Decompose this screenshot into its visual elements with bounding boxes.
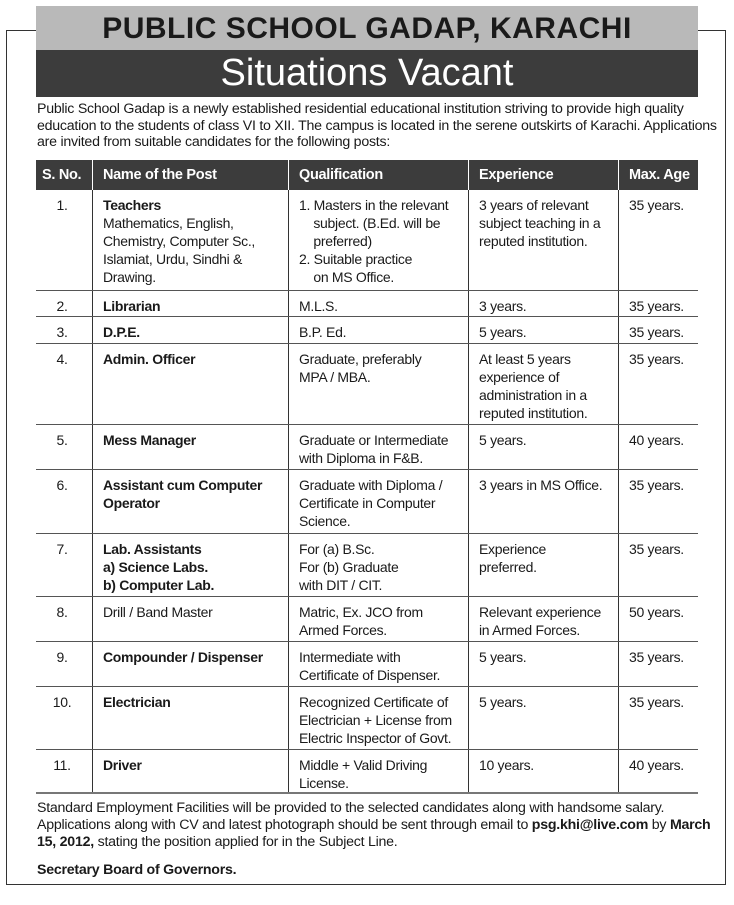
post-cell-text: Driver xyxy=(103,756,142,773)
age-cell-text: 35 years. xyxy=(629,540,684,557)
footer-paragraph xyxy=(37,800,717,851)
experience-cell xyxy=(469,641,619,686)
post-cell xyxy=(93,424,289,469)
qualification-cell-text: Recognized Certificate of Electrician + License from Electric Inspector of Govt. xyxy=(299,693,452,746)
post-cell xyxy=(93,533,289,596)
age-cell-text: 35 years. xyxy=(629,693,684,710)
table-row xyxy=(36,469,698,533)
experience-cell-text: Experience preferred. xyxy=(479,540,547,575)
footer-text: by xyxy=(648,817,670,833)
post-cell-text: Lab. Assistants a) Science Labs. b) Computer Lab. xyxy=(103,540,215,593)
sno-cell-text: 5. xyxy=(56,431,68,448)
experience-cell xyxy=(469,596,619,641)
post-cell xyxy=(93,190,289,290)
qualification-cell xyxy=(289,424,469,469)
qualification-cell xyxy=(289,316,469,343)
qualification-cell xyxy=(289,343,469,424)
sno-cell xyxy=(36,749,93,793)
experience-cell-text: Relevant experience in Armed Forces. xyxy=(479,603,601,638)
age-cell xyxy=(619,749,699,793)
experience-cell xyxy=(469,316,619,343)
sno-cell-text: 9. xyxy=(56,648,68,665)
post-cell xyxy=(93,343,289,424)
qualification-cell-text: Middle + Valid Driving License. xyxy=(299,756,428,791)
qualification-cell-text: B.P. Ed. xyxy=(299,323,347,340)
table-row xyxy=(36,533,698,596)
vacancies-table xyxy=(36,160,698,794)
post-cell-text: Mess Manager xyxy=(103,431,196,448)
footer-text: stating the position applied for in the Subject Line. xyxy=(93,834,398,850)
experience-cell xyxy=(469,290,619,316)
qualification-cell xyxy=(289,641,469,686)
experience-cell-text: 3 years in MS Office. xyxy=(479,476,603,493)
table-row xyxy=(36,316,698,343)
school-name: PUBLIC SCHOOL GADAP, KARACHI xyxy=(36,6,698,50)
qualification-cell-text: For (a) B.Sc. For (b) Graduate with DIT / CIT. xyxy=(299,540,399,593)
sno-cell-text: 1. xyxy=(56,197,68,213)
qualification-cell xyxy=(289,533,469,596)
sno-cell xyxy=(36,641,93,686)
age-cell-text: 35 years. xyxy=(629,297,684,314)
post-cell-text: Teachers xyxy=(103,197,162,213)
post-detail: Mathematics, English, Chemistry, Computer Sc., Islamiat, Urdu, Sindhi & Drawing. xyxy=(103,215,256,285)
experience-cell xyxy=(469,469,619,533)
col-post: Name of the Post xyxy=(93,160,289,190)
sno-cell-text: 6. xyxy=(56,476,68,493)
sno-cell-text: 8. xyxy=(56,603,68,620)
table-row xyxy=(36,749,698,793)
table-row xyxy=(36,343,698,424)
post-cell-text: D.P.E. xyxy=(103,323,140,340)
footer-text: Standard Employment Facilities will be provided to the selected candidates along with handsome salary. Applications along with CV and latest photograph should be sent through email to xyxy=(37,800,665,833)
sno-cell xyxy=(36,343,93,424)
experience-cell xyxy=(469,424,619,469)
age-cell xyxy=(619,343,699,424)
experience-cell-text: 10 years. xyxy=(479,756,534,773)
qualification-cell xyxy=(289,596,469,641)
intro-paragraph: Public School Gadap is a newly established residential educational institution striving to provide high quality education to the students of class VI to XII. The campus is located in the serene outskirts of Karachi. Applications are invited from suitable candidates for the following posts: xyxy=(37,101,717,150)
experience-cell xyxy=(469,533,619,596)
col-experience: Experience xyxy=(469,160,619,190)
sno-cell xyxy=(36,686,93,749)
experience-cell-text: 3 years. xyxy=(479,297,527,314)
qualification-cell-text: M.L.S. xyxy=(299,297,338,314)
experience-cell-text: 5 years. xyxy=(479,648,527,665)
experience-cell xyxy=(469,686,619,749)
post-cell-text: Assistant cum Computer Operator xyxy=(103,476,263,511)
qualification-cell xyxy=(289,749,469,793)
table-row xyxy=(36,596,698,641)
age-cell-text: 40 years. xyxy=(629,431,684,448)
post-cell xyxy=(93,596,289,641)
post-cell xyxy=(93,686,289,749)
qualification-cell-text: Matric, Ex. JCO from Armed Forces. xyxy=(299,603,423,638)
qualification-cell-text: Graduate with Diploma / Certificate in Computer Science. xyxy=(299,476,443,529)
age-cell xyxy=(619,596,699,641)
sno-cell xyxy=(36,190,93,290)
qualification-cell xyxy=(289,686,469,749)
sno-cell xyxy=(36,596,93,641)
sno-cell xyxy=(36,424,93,469)
sno-cell xyxy=(36,533,93,596)
col-qualification: Qualification xyxy=(289,160,469,190)
age-cell-text: 35 years. xyxy=(629,476,684,493)
col-sno: S. No. xyxy=(36,160,93,190)
sno-cell-text: 2. xyxy=(56,297,68,314)
age-cell-text: 35 years. xyxy=(629,197,684,213)
qualification-cell-text: Graduate, preferably MPA / MBA. xyxy=(299,350,422,385)
deadline: March 15, 2012, xyxy=(37,817,711,850)
age-cell xyxy=(619,686,699,749)
sno-cell xyxy=(36,316,93,343)
experience-cell-text: 5 years. xyxy=(479,323,527,340)
sno-cell-text: 11. xyxy=(53,756,71,773)
age-cell xyxy=(619,469,699,533)
sno-cell xyxy=(36,290,93,316)
post-cell xyxy=(93,290,289,316)
experience-cell xyxy=(469,749,619,793)
age-cell xyxy=(619,424,699,469)
post-cell-text: Compounder / Dispenser xyxy=(103,648,263,665)
age-cell-text: 35 years. xyxy=(629,350,684,367)
table-row xyxy=(36,424,698,469)
post-cell xyxy=(93,469,289,533)
post-cell-text: Admin. Officer xyxy=(103,350,196,367)
table-row xyxy=(36,641,698,686)
post-cell-text: Librarian xyxy=(103,297,161,314)
age-cell xyxy=(619,641,699,686)
ad-title: Situations Vacant xyxy=(36,50,698,97)
qualification-cell xyxy=(289,190,469,290)
age-cell xyxy=(619,190,699,290)
post-cell xyxy=(93,749,289,793)
age-cell xyxy=(619,316,699,343)
experience-cell xyxy=(469,343,619,424)
age-cell xyxy=(619,290,699,316)
signature: Secretary Board of Governors. xyxy=(37,862,237,878)
table-row xyxy=(36,686,698,749)
sno-cell-text: 7. xyxy=(56,540,68,557)
experience-cell-text: 5 years. xyxy=(479,693,527,710)
age-cell xyxy=(619,533,699,596)
age-cell-text: 35 years. xyxy=(629,648,684,665)
qualification-cell-text: Graduate or Intermediate with Diploma in F&B. xyxy=(299,431,449,466)
qualification-cell xyxy=(289,290,469,316)
post-cell xyxy=(93,641,289,686)
post-cell-text: Electrician xyxy=(103,693,171,710)
qualification-cell-text: 1. Masters in the relevant subject. (B.Ed. will be preferred) 2. Suitable practice on MS Office. xyxy=(299,197,449,285)
post-cell xyxy=(93,316,289,343)
experience-cell-text: 3 years of relevant subject teaching in a reputed institution. xyxy=(479,197,601,249)
table-row xyxy=(36,190,698,290)
sno-cell-text: 3. xyxy=(56,323,68,340)
experience-cell xyxy=(469,190,619,290)
col-age: Max. Age xyxy=(619,160,699,190)
post-cell-text: Drill / Band Master xyxy=(103,603,213,620)
sno-cell-text: 10. xyxy=(52,693,72,710)
sno-cell-text: 4. xyxy=(56,350,68,367)
age-cell-text: 40 years. xyxy=(629,756,684,773)
table-row xyxy=(36,290,698,316)
sno-cell xyxy=(36,469,93,533)
qualification-cell-text: Intermediate with Certificate of Dispenser. xyxy=(299,648,441,683)
contact-email: psg.khi@live.com xyxy=(531,817,649,833)
qualification-cell xyxy=(289,469,469,533)
experience-cell-text: At least 5 years experience of administration in a reputed institution. xyxy=(479,350,588,421)
experience-cell-text: 5 years. xyxy=(479,431,527,448)
table-header xyxy=(36,160,698,190)
age-cell-text: 50 years. xyxy=(629,603,684,620)
age-cell-text: 35 years. xyxy=(629,323,684,340)
